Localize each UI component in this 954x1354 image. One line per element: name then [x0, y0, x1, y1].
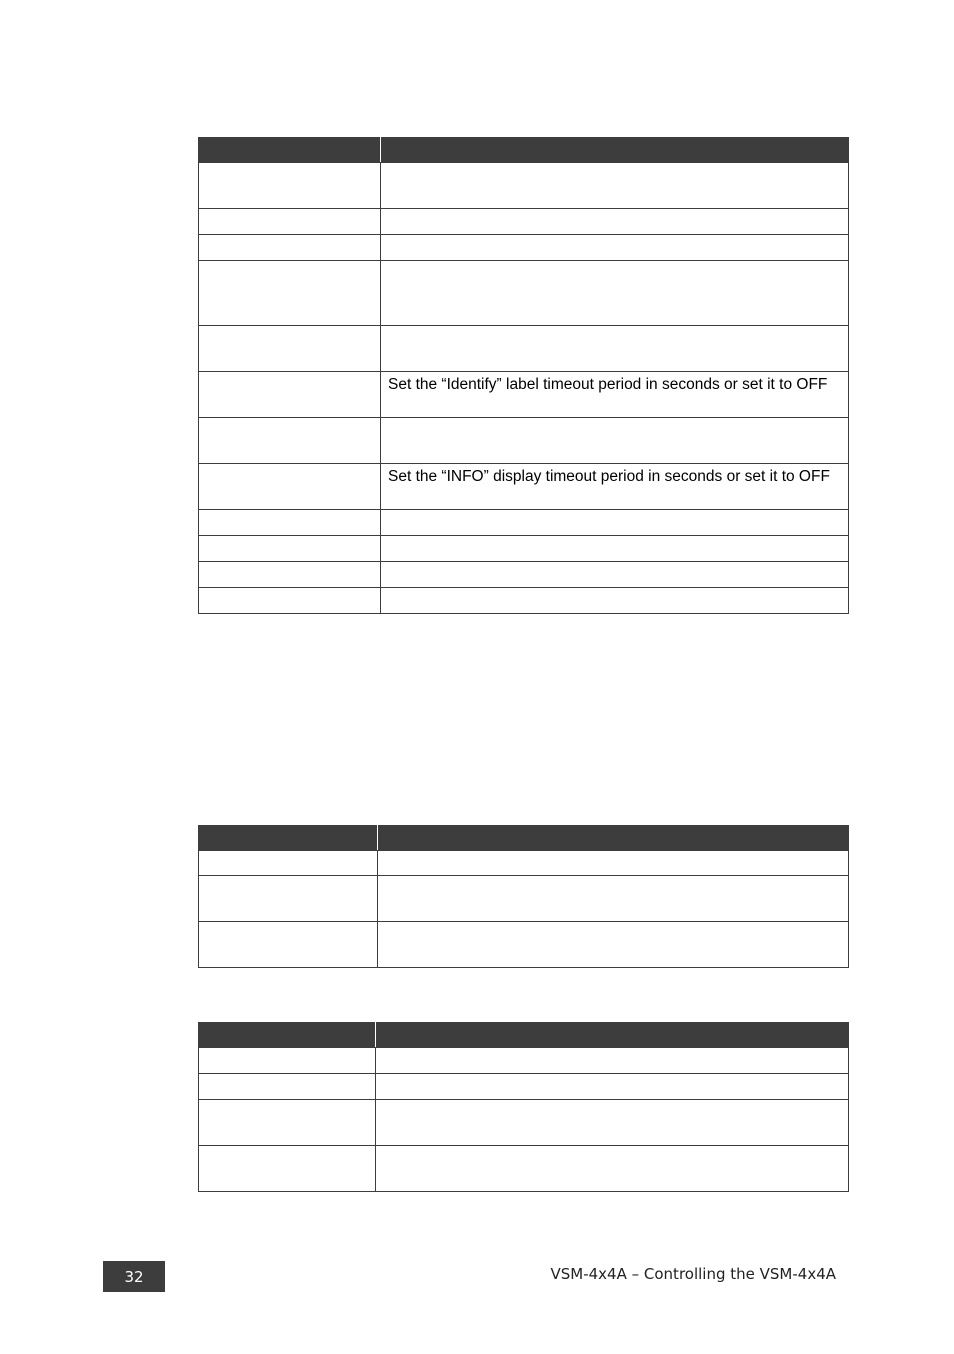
table-row: [199, 562, 849, 588]
table-row: [199, 876, 849, 922]
table-cell-name: [199, 588, 381, 614]
settings-table: [198, 137, 849, 614]
table-header-cell: [381, 138, 849, 163]
table-cell-description: [381, 209, 849, 235]
footer-title: VSM-4x4A – Controlling the VSM-4x4A: [550, 1265, 836, 1283]
table-header-cell: [378, 826, 849, 851]
table-cell-description: [381, 326, 849, 372]
table-cell-name: [199, 235, 381, 261]
table-cell-name: [199, 1074, 376, 1100]
table-cell-description: [381, 562, 849, 588]
table-row: [199, 326, 849, 372]
table-cell-description: [378, 922, 849, 968]
table-cell-description: [378, 851, 849, 876]
table-cell-name: [199, 1100, 376, 1146]
table-cell-name: [199, 510, 381, 536]
table-row: [199, 1074, 849, 1100]
table-row: [199, 372, 849, 418]
table-header-cell: [199, 138, 381, 163]
third-table: [198, 1022, 849, 1192]
table-cell-description: [381, 163, 849, 209]
table-header-row: [199, 138, 849, 163]
table-cell-name: [199, 1146, 376, 1192]
table-row: [199, 418, 849, 464]
table-cell-name: [199, 851, 378, 876]
table-cell-description: [381, 588, 849, 614]
table-cell-description: [378, 876, 849, 922]
table-row: [199, 464, 849, 510]
table-row: [199, 261, 849, 326]
table-cell-name: [199, 163, 381, 209]
table-row: [199, 235, 849, 261]
table-row: [199, 1048, 849, 1074]
table-cell-name: [199, 261, 381, 326]
table-cell-description: Set the “Identify” label timeout period in seconds or set it to OFF: [381, 372, 849, 418]
table-cell-name: [199, 326, 381, 372]
table-row: [199, 209, 849, 235]
table-cell-name: [199, 209, 381, 235]
table-cell-description: [376, 1100, 849, 1146]
table-cell-name: [199, 1048, 376, 1074]
table-header-cell: [376, 1023, 849, 1048]
table-cell-name: [199, 372, 381, 418]
table-cell-name: [199, 464, 381, 510]
table-header-cell: [199, 826, 378, 851]
table-cell-name: [199, 562, 381, 588]
table-row: [199, 536, 849, 562]
table-cell-description: Set the “INFO” display timeout period in seconds or set it to OFF: [381, 464, 849, 510]
table-cell-description: [376, 1074, 849, 1100]
table-row: [199, 851, 849, 876]
table-cell-description: [381, 418, 849, 464]
table-row: [199, 922, 849, 968]
table-cell-description: [376, 1146, 849, 1192]
table-row: [199, 588, 849, 614]
table-header-row: [199, 826, 849, 851]
table-row: [199, 1100, 849, 1146]
table-row: [199, 1146, 849, 1192]
table-cell-description: [381, 536, 849, 562]
table-cell-description: [381, 510, 849, 536]
table-cell-name: [199, 922, 378, 968]
second-table: [198, 825, 849, 968]
table-cell-name: [199, 418, 381, 464]
table-row: [199, 510, 849, 536]
table-header-cell: [199, 1023, 376, 1048]
table-cell-description: [381, 261, 849, 326]
table-cell-description: [376, 1048, 849, 1074]
table-cell-name: [199, 536, 381, 562]
table-row: [199, 163, 849, 209]
page-number: 32: [103, 1261, 165, 1292]
table-cell-description: [381, 235, 849, 261]
table-header-row: [199, 1023, 849, 1048]
table-cell-name: [199, 876, 378, 922]
